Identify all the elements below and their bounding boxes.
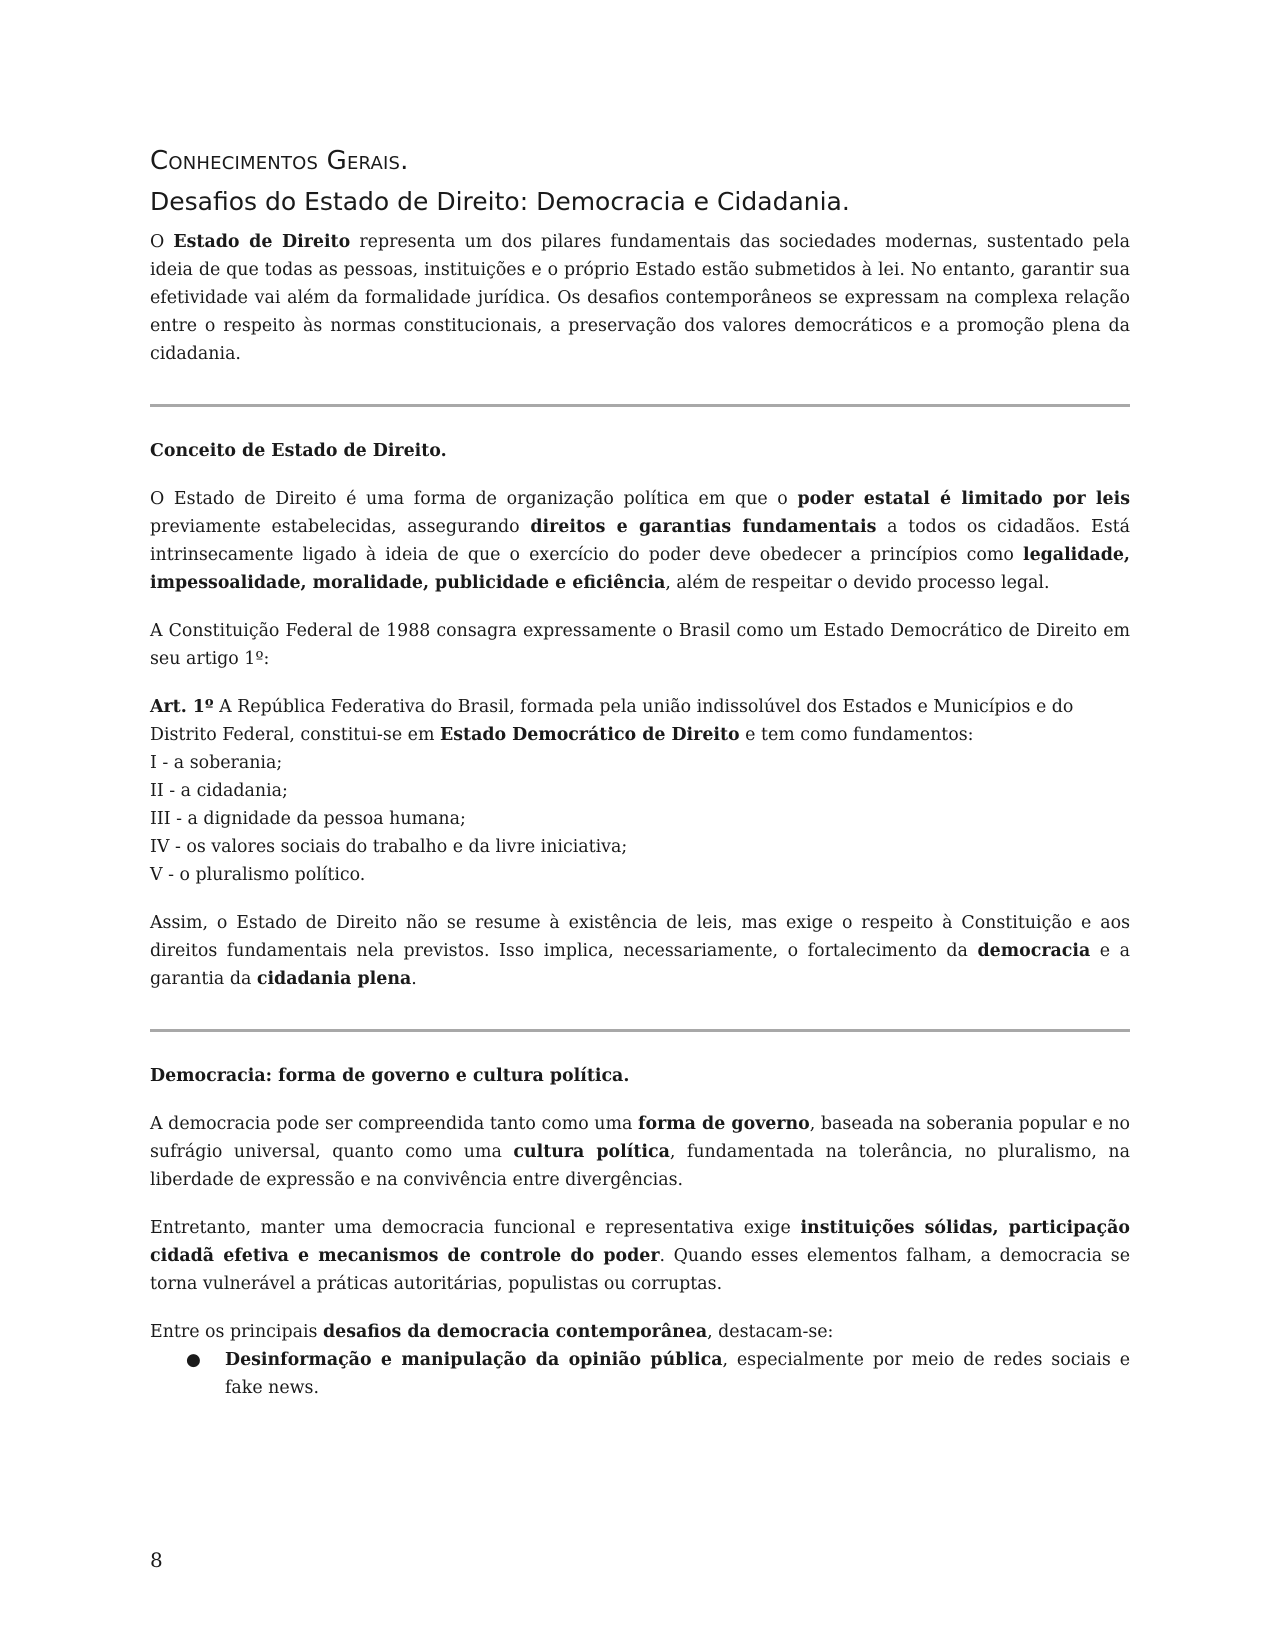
estado-direito-paragraph [150, 485, 1130, 597]
paragraph-bold: cidadania plena [256, 969, 412, 989]
article-item: IV - os valores sociais do trabalho e da livre iniciativa; [150, 837, 628, 857]
article-bold: Estado Democrático de Direito [439, 725, 740, 745]
page-subtitle: Desafios do Estado de Direito: Democracia e Cidadania. [150, 187, 850, 216]
paragraph-text: A democracia pode ser compreendida tanto como uma [150, 1114, 638, 1134]
paragraph-text: , destacam-se: [707, 1322, 834, 1342]
article-label: Art. 1º [150, 697, 214, 717]
paragraph-text: , baseada na soberania popular e no sufrágio universal, quanto como uma [150, 1114, 1130, 1162]
paragraph-text: O Estado de Direito é uma forma de organização política em que o [150, 489, 798, 509]
document-page [150, 140, 1130, 1402]
list-item-bold: Desinformação e manipulação da opinião pública [225, 1350, 723, 1370]
paragraph-text: , fundamentada na tolerância, no pluralismo, na liberdade de expressão e na convivência entre divergências. [150, 1142, 1130, 1190]
paragraph-bold: cultura política [513, 1142, 670, 1162]
paragraph-text: Assim, o Estado de Direito não se resume à existência de leis, mas exige o respeito à Constituição e aos direitos fundamentais nela previstos. Isso implica, necessariamente, o fortalecimento da [150, 913, 1130, 961]
paragraph-bold: forma de governo [637, 1114, 810, 1134]
page-title: Conhecimentos Gerais. [150, 146, 409, 176]
paragraph-bold: legalidade, impessoalidade, moralidade, publicidade e eficiência [150, 545, 1130, 593]
section-title-estado-direito: Conceito de Estado de Direito. [150, 441, 447, 461]
article-intro [150, 693, 1130, 749]
bullet-icon: ● [186, 1350, 201, 1370]
paragraph-text: Entretanto, manter uma democracia funcional e representativa exige [150, 1218, 801, 1238]
article-item: I - a soberania; [150, 753, 283, 773]
paragraph-text: a todos os cidadãos. Está intrinsecamente ligado à ideia de que o exercício do poder deve obedecer a princípios como [150, 517, 1130, 565]
entretanto-paragraph [150, 1214, 1130, 1298]
democracia-paragraph [150, 1110, 1130, 1194]
paragraph-bold: instituições sólidas, participação cidadã efetiva e mecanismos de controle do poder [150, 1218, 1130, 1266]
list-item [150, 1346, 1130, 1402]
desafios-paragraph [150, 1318, 1130, 1346]
article-block [150, 693, 1130, 889]
paragraph-bold: direitos e garantias fundamentais [530, 517, 877, 537]
paragraph-bold: poder estatal é limitado por leis [797, 489, 1130, 509]
assim-paragraph [150, 909, 1130, 993]
intro-bold: Estado de Direito [173, 232, 351, 252]
intro-text: representa um dos pilares fundamentais das sociedades modernas, sustentado pela ideia de que todas as pessoas, instituições e o próprio Estado estão submetidos à lei. No entanto, garantir sua efetividade vai além da formalidade jurídica. Os desafios contemporâneos se expressam na complexa relação entre o respeito às normas constitucionais, a preservação dos valores democráticos e a promoção plena da cidadania. [150, 232, 1130, 364]
paragraph-text: Entre os principais [150, 1322, 323, 1342]
paragraph-bold: desafios da democracia contemporânea [322, 1322, 708, 1342]
paragraph-text: e a garantia da [150, 941, 1131, 989]
section-divider [150, 404, 1130, 407]
section-divider [150, 1029, 1130, 1032]
section-title-democracia: Democracia: forma de governo e cultura política. [150, 1066, 630, 1086]
list-item-text: , especialmente por meio de redes sociais e fake news. [225, 1350, 1130, 1398]
paragraph-bold: democracia [977, 941, 1091, 961]
article-item: V - o pluralismo político. [150, 865, 366, 885]
article-text: e tem como fundamentos: [739, 725, 974, 745]
intro-paragraph [150, 228, 1130, 368]
paragraph-text: previamente estabelecidas, assegurando [150, 517, 531, 537]
paragraph-text: . Quando esses elementos falham, a democracia se torna vulnerável a práticas autoritárias, populistas ou corruptas. [150, 1246, 1130, 1294]
article-item: III - a dignidade da pessoa humana; [150, 809, 466, 829]
constituicao-paragraph: A Constituição Federal de 1988 consagra expressamente o Brasil como um Estado Democrático de Direito em seu artigo 1º: [150, 621, 1130, 669]
challenges-list [150, 1346, 1130, 1402]
article-text: A República Federativa do Brasil, formada pela união indissolúvel dos Estados e Municípios e do Distrito Federal, constitui-se em [150, 697, 1074, 745]
page-number: 8 [150, 1548, 163, 1572]
paragraph-text: . [411, 969, 417, 989]
paragraph-text: , além de respeitar o devido processo legal. [665, 573, 1050, 593]
intro-text: O [150, 232, 174, 252]
article-item: II - a cidadania; [150, 781, 288, 801]
